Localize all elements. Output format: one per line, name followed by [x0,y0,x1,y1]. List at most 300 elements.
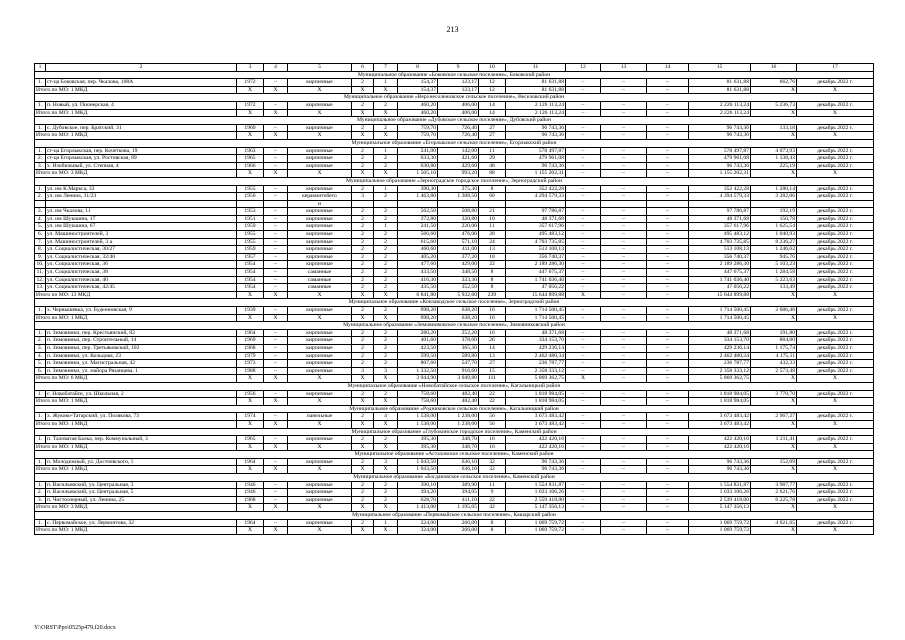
table-cell: ул. Машиностроителей, 3 а [46,238,237,246]
table-row [35,200,874,208]
table-cell: X [264,109,288,117]
table-cell: – [647,246,689,254]
table-cell: – [566,208,601,216]
table-cell: кирпичные [288,496,352,504]
table-cell: 96 743,36 [689,162,751,170]
table-row [35,246,874,254]
section-heading-row [35,474,874,482]
table-cell: 1. [35,436,46,444]
table-cell: – [647,124,689,132]
table-cell: X [751,504,797,512]
table-cell: 447 675,37 [689,269,751,277]
table-cell [46,200,237,208]
table-row [35,208,874,216]
table-cell: X [374,466,398,474]
table-cell: 406,00 [438,101,479,109]
total-label-cell: Итого по МО: 1 МКД [35,420,237,428]
table-cell: кирпичные [288,344,352,352]
table-cell: – [601,79,647,87]
table-cell: 1 069 759,72 [689,527,751,535]
table-cell: 4 294 579,33 [506,193,566,201]
table-cell: панельные [288,413,352,421]
table-cell: 2 [374,162,398,170]
table-cell: – [264,519,288,527]
table-cell: – [566,215,601,223]
table-cell: 1969 [237,124,264,132]
table-cell: 1 155 202,31 [689,170,751,178]
table-cell: – [566,527,601,535]
table-cell: п. Зимовники, пер. Третьяковский, 102 [46,344,237,352]
table-cell: – [601,307,647,315]
table-cell: кирпичные [288,436,352,444]
table-cell: 2 [352,307,374,315]
table-row [35,223,874,231]
total-label-cell: Итого по МО: 3 МКД [35,170,237,178]
table-cell: саманные [288,269,352,277]
col-number: 12 [566,64,601,72]
table-cell: 3 770,70 [751,390,797,398]
section-heading-row [35,71,874,79]
table-cell: 1 741 036,40 [506,276,566,284]
table-cell: 1954 [237,276,264,284]
table-cell: 1979 [237,352,264,360]
table-cell: X [288,466,352,474]
table-cell: 2 [352,269,374,277]
table-cell: 9. [35,253,46,261]
table-cell: 578 497,87 [506,147,566,155]
table-cell: X [374,109,398,117]
table-cell: 266,00 [438,519,479,527]
table-cell: 81 631,88 [689,86,751,94]
table-cell: 22 [479,398,506,406]
table-cell: декабрь 2022 г. [797,269,874,277]
table-cell: – [566,344,601,352]
table-cell: 945,76 [751,253,797,261]
table-cell: 1969 [237,337,264,345]
table-cell: – [647,413,689,421]
table-cell: 1964 [237,519,264,527]
table-cell: 422 420,16 [506,436,566,444]
table-cell: 2 [352,436,374,444]
table-cell: 5 236,73 [751,101,797,109]
table-cell: декабрь 2022 г. [797,481,874,489]
table-cell: 1950 [237,193,264,201]
table-cell: 24 [479,238,506,246]
table-cell: – [647,276,689,284]
table-cell: – [601,253,647,261]
table-cell: 422 420,16 [689,443,751,451]
table-cell: – [601,261,647,269]
table-cell: п. Васильевский, ул. Центральная, 5 [46,489,237,497]
table-cell: кирпичные [288,253,352,261]
table-cell: – [647,458,689,466]
table-cell: – [601,527,647,535]
table-cell: – [601,329,647,337]
table-cell: – [647,185,689,193]
table-cell: ул. Социалистическая, 38 [46,269,237,277]
table-cell: 2 [374,307,398,315]
table-cell: 2 [374,329,398,337]
table-cell: кирпичные [288,261,352,269]
table-cell: X [751,420,797,428]
table-cell: п. Зимовники, ул. Кольцова, 23 [46,352,237,360]
table-cell: 12 [479,86,506,94]
table-cell: 423,50 [398,344,438,352]
total-row [35,375,874,383]
table-cell: – [264,208,288,216]
table-cell: X [374,291,398,299]
table-cell: кирпичные [288,147,352,155]
table-cell: 8 [479,519,506,527]
table-cell: 1 [374,223,398,231]
table-cell: 3 673 483,42 [689,420,751,428]
table-cell: 2 [352,261,374,269]
table-cell: – [264,337,288,345]
table-cell: 394,05 [438,489,479,497]
table-cell: 2 [352,284,374,292]
total-label-cell: Итого по МО: 1 МКД [35,314,237,322]
table-cell: кирпичные [288,185,352,193]
table-cell: 460,20 [398,101,438,109]
table-cell: декабрь 2022 г. [797,155,874,163]
table-cell: 1955 [237,231,264,239]
table-cell: 1 040,93 [751,231,797,239]
table-cell: – [566,238,601,246]
table-cell: 2 [374,276,398,284]
table-cell: 32 [479,458,506,466]
section-heading-row [35,512,874,520]
table-cell: 2 [352,124,374,132]
table-cell: 27 [479,360,506,368]
table-cell: кирпичные [288,246,352,254]
table-cell: 1. [35,481,46,489]
table-cell: 405,20 [398,253,438,261]
table-cell: X [751,314,797,322]
table-cell: – [566,124,601,132]
table-cell: – [647,337,689,345]
table-cell: – [647,420,689,428]
section-heading-row [35,299,874,307]
total-row [35,86,874,94]
table-cell: – [601,436,647,444]
table-cell: – [566,329,601,337]
table-cell: декабрь 2022 г. [797,276,874,284]
table-cell: X [751,375,797,383]
col-number: 16 [751,64,797,72]
table-cell: – [601,86,647,94]
table-cell: X [352,504,374,512]
table-cell: 280,20 [398,329,438,337]
table-cell: – [601,124,647,132]
header-row [35,64,874,72]
table-cell: 48 371,68 [689,329,751,337]
table-cell: 96 743,36 [689,124,751,132]
table-cell: 96 743,36 [689,466,751,474]
table-cell: 365,30 [438,344,479,352]
table-cell: 192,19 [751,208,797,216]
table-cell: кирпичные [288,215,352,223]
table-cell: декабрь 2022 г. [797,284,874,292]
table-cell: – [647,86,689,94]
table-cell: – [264,124,288,132]
table-row [35,344,874,352]
table-cell: 1964 [237,329,264,337]
table-cell: 394,20 [398,489,438,497]
table-cell: ул. Социалистическая, 36 [46,261,237,269]
table-cell: 4 073,93 [751,147,797,155]
table-cell: X [797,466,874,474]
table-cell: – [647,398,689,406]
table-cell: декабрь 2022 г. [797,436,874,444]
table-row [35,307,874,315]
total-label-cell: Итого по МО: 3 МКД [35,504,237,512]
table-cell: – [264,215,288,223]
table-cell: X [374,420,398,428]
table-cell: – [264,147,288,155]
table-cell: X [751,527,797,535]
table-cell: 4. [35,215,46,223]
table-cell: X [352,109,374,117]
table-cell: – [566,458,601,466]
table-cell: 2 [352,208,374,216]
table-cell: 2 [352,413,374,421]
table-cell: 1. [35,329,46,337]
table-cell: 4 703 735,85 [689,238,751,246]
table-cell: 220,00 [438,223,479,231]
table-cell: 372,80 [398,215,438,223]
table-cell: X [352,170,374,178]
table-cell: 356 740,37 [689,253,751,261]
table-cell: 5 869 362,75 [506,375,566,383]
total-label-cell: Итого по МО: 1 МКД [35,132,237,140]
table-cell: – [566,337,601,345]
table-cell [374,200,398,208]
table-cell: X [288,420,352,428]
table-cell: 1972 [237,101,264,109]
table-cell: 2 [374,344,398,352]
table-cell: X [237,291,264,299]
table-cell: – [601,193,647,201]
table-cell: – [647,344,689,352]
table-cell: 1955 [237,185,264,193]
table-cell: 4 021,65 [751,519,797,527]
table-cell: 411,00 [438,246,479,254]
municipality-heading: Муниципальное образование «Конзаводское сельское поселение», Зерноградский район [35,299,874,307]
table-cell: 2 [374,489,398,497]
table-cell: – [601,443,647,451]
table-cell: – [647,261,689,269]
table-cell: 96 743,36 [506,132,566,140]
table-cell: 26 [479,337,506,345]
table-cell: – [647,527,689,535]
table-row [35,489,874,497]
table-cell: 21 [479,208,506,216]
table-cell: – [647,162,689,170]
table-cell: – [601,101,647,109]
table-cell: 884,00 [751,337,797,345]
table-cell: 2 [374,246,398,254]
table-cell: X [374,398,398,406]
table-cell: 1 714 500,45 [506,314,566,322]
table-cell: X [288,443,352,451]
table-cell: 2 [374,269,398,277]
table-cell: X [264,132,288,140]
section-heading-row [35,322,874,330]
table-cell: X [237,398,264,406]
table-cell: 698,20 [398,314,438,322]
table-cell: X [264,420,288,428]
table-cell: – [601,170,647,178]
table-cell: 390,10 [398,481,438,489]
table-cell: кирпичные [288,360,352,368]
table-cell: 6. [35,367,46,375]
table-cell: 142,00 [438,147,479,155]
table-cell: 1. [35,458,46,466]
table-cell: 352,50 [438,284,479,292]
table-cell: декабрь 2022 г. [797,519,874,527]
table-cell: – [264,79,288,87]
table-cell: – [647,291,689,299]
table-cell: – [647,481,689,489]
table-cell: 1. [35,101,46,109]
table-cell: 1954 [237,284,264,292]
table-cell: – [264,436,288,444]
col-number: 6 [352,64,374,72]
section-heading-row [35,451,874,459]
table-cell: 8 [479,185,506,193]
table-cell: 433,50 [398,269,438,277]
municipality-heading: Муниципальное образование «Глубокинское городское поселение», Каменский район [35,428,874,436]
table-cell: 13 [479,246,506,254]
municipality-heading: Муниципальное образование «Егорлыкское сельское поселение», Егорлыкский район [35,139,874,147]
table-cell: кирпичные [288,519,352,527]
table-cell: 1 043,50 [398,466,438,474]
table-cell: – [647,269,689,277]
table-cell: 333,30 [438,276,479,284]
table-cell: – [647,307,689,315]
table-cell: – [566,276,601,284]
table-cell: 578 497,87 [689,147,751,155]
table-cell: х. Чернышевка, ул. Буденновская, 9 [46,307,237,315]
table-cell: 18 [479,253,506,261]
table-cell: – [566,489,601,497]
table-cell: 2 226 113,24 [689,101,751,109]
table-cell: 1972 [237,79,264,87]
table-cell: – [264,276,288,284]
table-cell: 7. [35,238,46,246]
table-cell: 4 703 735,85 [506,238,566,246]
table-cell: 479 961,08 [689,155,751,163]
table-cell: 10 [479,215,506,223]
table-cell: – [647,155,689,163]
table-cell: 389,90 [438,481,479,489]
table-cell: – [601,185,647,193]
table-cell: 2 [374,215,398,223]
table-cell: декабрь 2022 г. [797,337,874,345]
table-cell: кирпичные [288,367,352,375]
table-cell: декабрь 2022 г. [797,162,874,170]
table-cell: X [751,443,797,451]
table-cell: 435,50 [398,284,438,292]
total-label-cell: Итого по МО: 1 МКД [35,527,237,535]
table-cell: X [751,132,797,140]
table-cell: – [647,352,689,360]
page-number: 213 [446,25,459,34]
table-cell: X [751,291,797,299]
table-cell: – [566,79,601,87]
col-number: 8 [398,64,438,72]
table-cell: 495 483,12 [689,231,751,239]
table-cell: п. Зимовники, пер. Крестьянский, 82 [46,329,237,337]
table-cell: 562,50 [398,208,438,216]
col-number: 17 [797,64,874,72]
table-cell: 479 961,08 [506,155,566,163]
table-cell: 395,30 [398,436,438,444]
table-cell: – [566,466,601,474]
table-cell: X [264,375,288,383]
table-cell: – [601,291,647,299]
table-cell: декабрь 2022 г. [797,496,874,504]
table-cell: 807,60 [398,360,438,368]
total-label-cell: Итого по МО: 1 МКД [35,109,237,117]
table-cell: 3 673 483,42 [689,413,751,421]
table-cell: 1 138,43 [751,155,797,163]
table-cell: ст-ца Егорлыкская, ул. Ростовская, 89 [46,155,237,163]
table-cell: 1 [374,79,398,87]
table-cell: 1956 [237,390,264,398]
table-cell: X [797,170,874,178]
table-cell: – [566,284,601,292]
table-cell: 81 631,88 [689,79,751,87]
table-cell: декабрь 2022 г. [797,215,874,223]
table-cell: X [374,314,398,322]
table-cell: 334 153,70 [506,337,566,345]
table-cell: 1. [35,307,46,315]
table-cell: 1 818 984,05 [506,398,566,406]
table-cell: 324,00 [398,519,438,527]
table-cell: – [647,443,689,451]
table-cell: 2 [352,162,374,170]
table-cell: – [264,413,288,421]
table-cell: 2 [374,193,398,201]
table-cell: 28 [479,231,506,239]
table-cell: 2 [374,284,398,292]
table-cell: – [601,489,647,497]
table-cell: – [647,360,689,368]
housing-repair-table [34,63,874,535]
table-cell: ул. им Ленина, 31/23 [46,193,237,201]
table-cell: 2. [35,489,46,497]
table-cell: – [647,193,689,201]
table-cell: 2 [352,519,374,527]
table-cell: 56 [479,420,506,428]
table-cell: 324,00 [398,527,438,535]
table-row [35,101,874,109]
table-cell: 2 [352,360,374,368]
table-cell: – [647,519,689,527]
table-row [35,337,874,345]
table-cell: – [601,208,647,216]
table-cell: 1 625,54 [751,223,797,231]
table-cell: ул. Социалистическая, 40 [46,276,237,284]
table-row [35,79,874,87]
table-cell: 2 [352,337,374,345]
table-cell: 1 308,50 [438,193,479,201]
table-cell: 1. [35,124,46,132]
table-cell: X [374,86,398,94]
table-cell: – [566,519,601,527]
table-cell: 356 740,37 [506,253,566,261]
